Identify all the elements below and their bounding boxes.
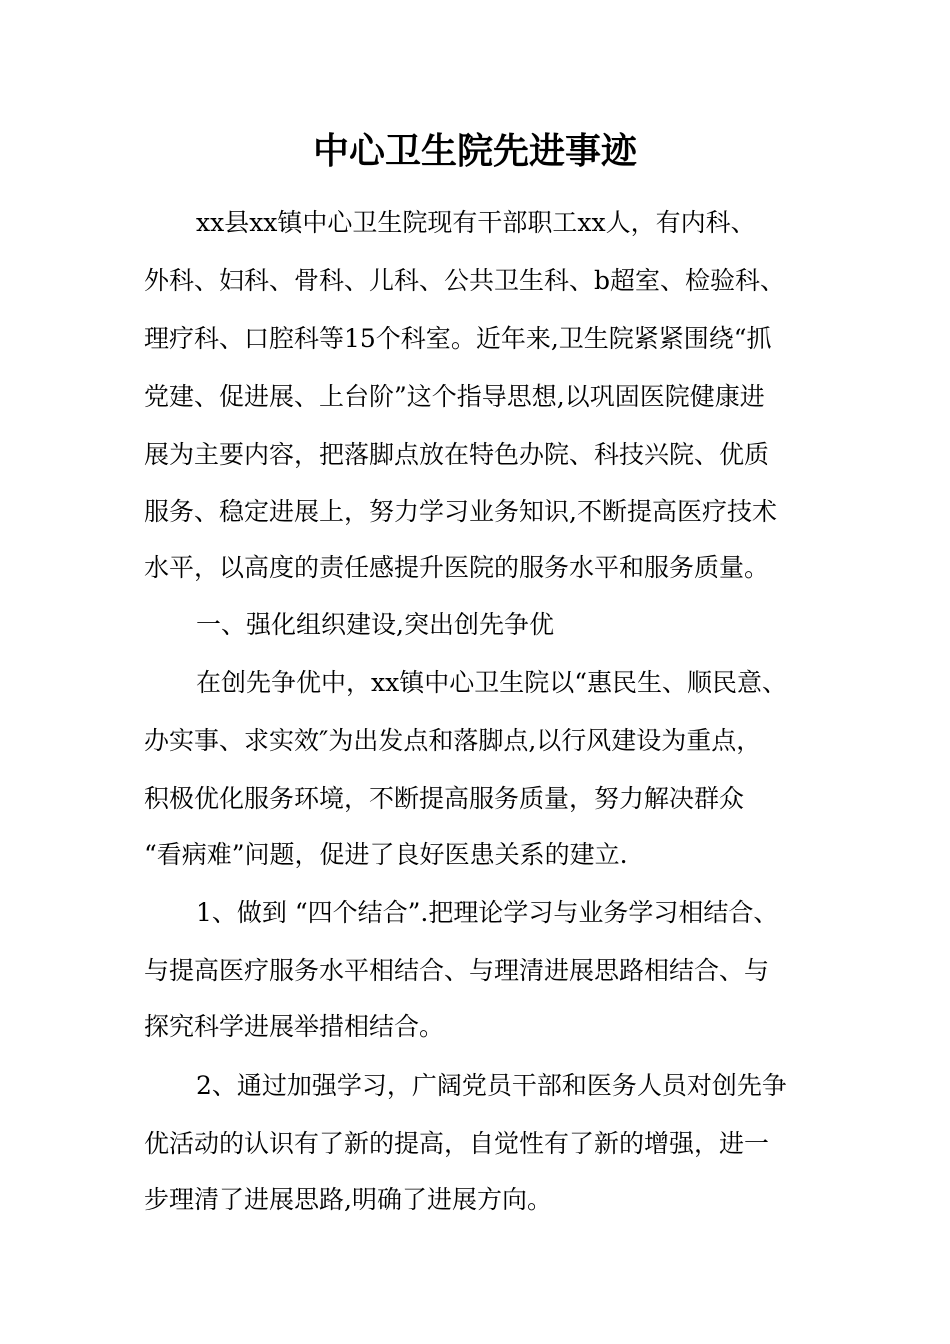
paragraph-line: “看病难”问题，促进了良好医患关系的建立. xyxy=(144,840,628,869)
paragraph-line: 理疗科、口腔科等15个科室。近年来,卫生院紧紧围绕“抓 xyxy=(144,324,772,353)
list-item-line: 1、做到 “四个结合”.把理论学习与业务学习相结合、 xyxy=(196,898,779,927)
paragraph-line: 党建、促进展、上台阶”这个指导思想,以巩固医院健康进 xyxy=(144,382,765,411)
paragraph-line: 水平，以高度的责任感提升医院的服务水平和服务质量。 xyxy=(144,553,770,582)
list-item-line: 与提高医疗服务水平相结合、与理清进展思路相结合、与 xyxy=(144,956,770,985)
section-heading: 一、强化组织建设,突出创先争优 xyxy=(196,610,554,639)
document-title: 中心卫生院先进事迹 xyxy=(312,131,637,172)
paragraph-line: 积极优化服务环境，不断提高服务质量，努力解决群众 xyxy=(144,784,745,813)
paragraph-line: 办实事、求实效″为出发点和落脚点,以行风建设为重点， xyxy=(144,726,762,755)
paragraph-line: xx县xx镇中心卫生院现有干部职工xx人，有内科、 xyxy=(196,208,756,237)
paragraph-line: 外科、妇科、骨科、儿科、公共卫生科、b超室、检验科、 xyxy=(144,266,786,295)
list-item-line: 探究科学进展举措相结合。 xyxy=(144,1012,445,1041)
list-item-line: 优活动的认识有了新的提高，自觉性有了新的增强，进一 xyxy=(144,1129,770,1158)
paragraph-line: 在创先争优中，xx镇中心卫生院以“惠民生、顺民意、 xyxy=(196,668,787,697)
paragraph-line: 展为主要内容，把落脚点放在特色办院、科技兴院、优质 xyxy=(144,440,770,469)
list-item-line: 步理清了进展思路,明确了进展方向。 xyxy=(144,1185,552,1214)
list-item-line: 2、通过加强学习，广阔党员干部和医务人员对创先争 xyxy=(196,1071,787,1100)
paragraph-line: 服务、稳定进展上，努力学习业务知识,不断提高医疗技术 xyxy=(144,497,777,526)
